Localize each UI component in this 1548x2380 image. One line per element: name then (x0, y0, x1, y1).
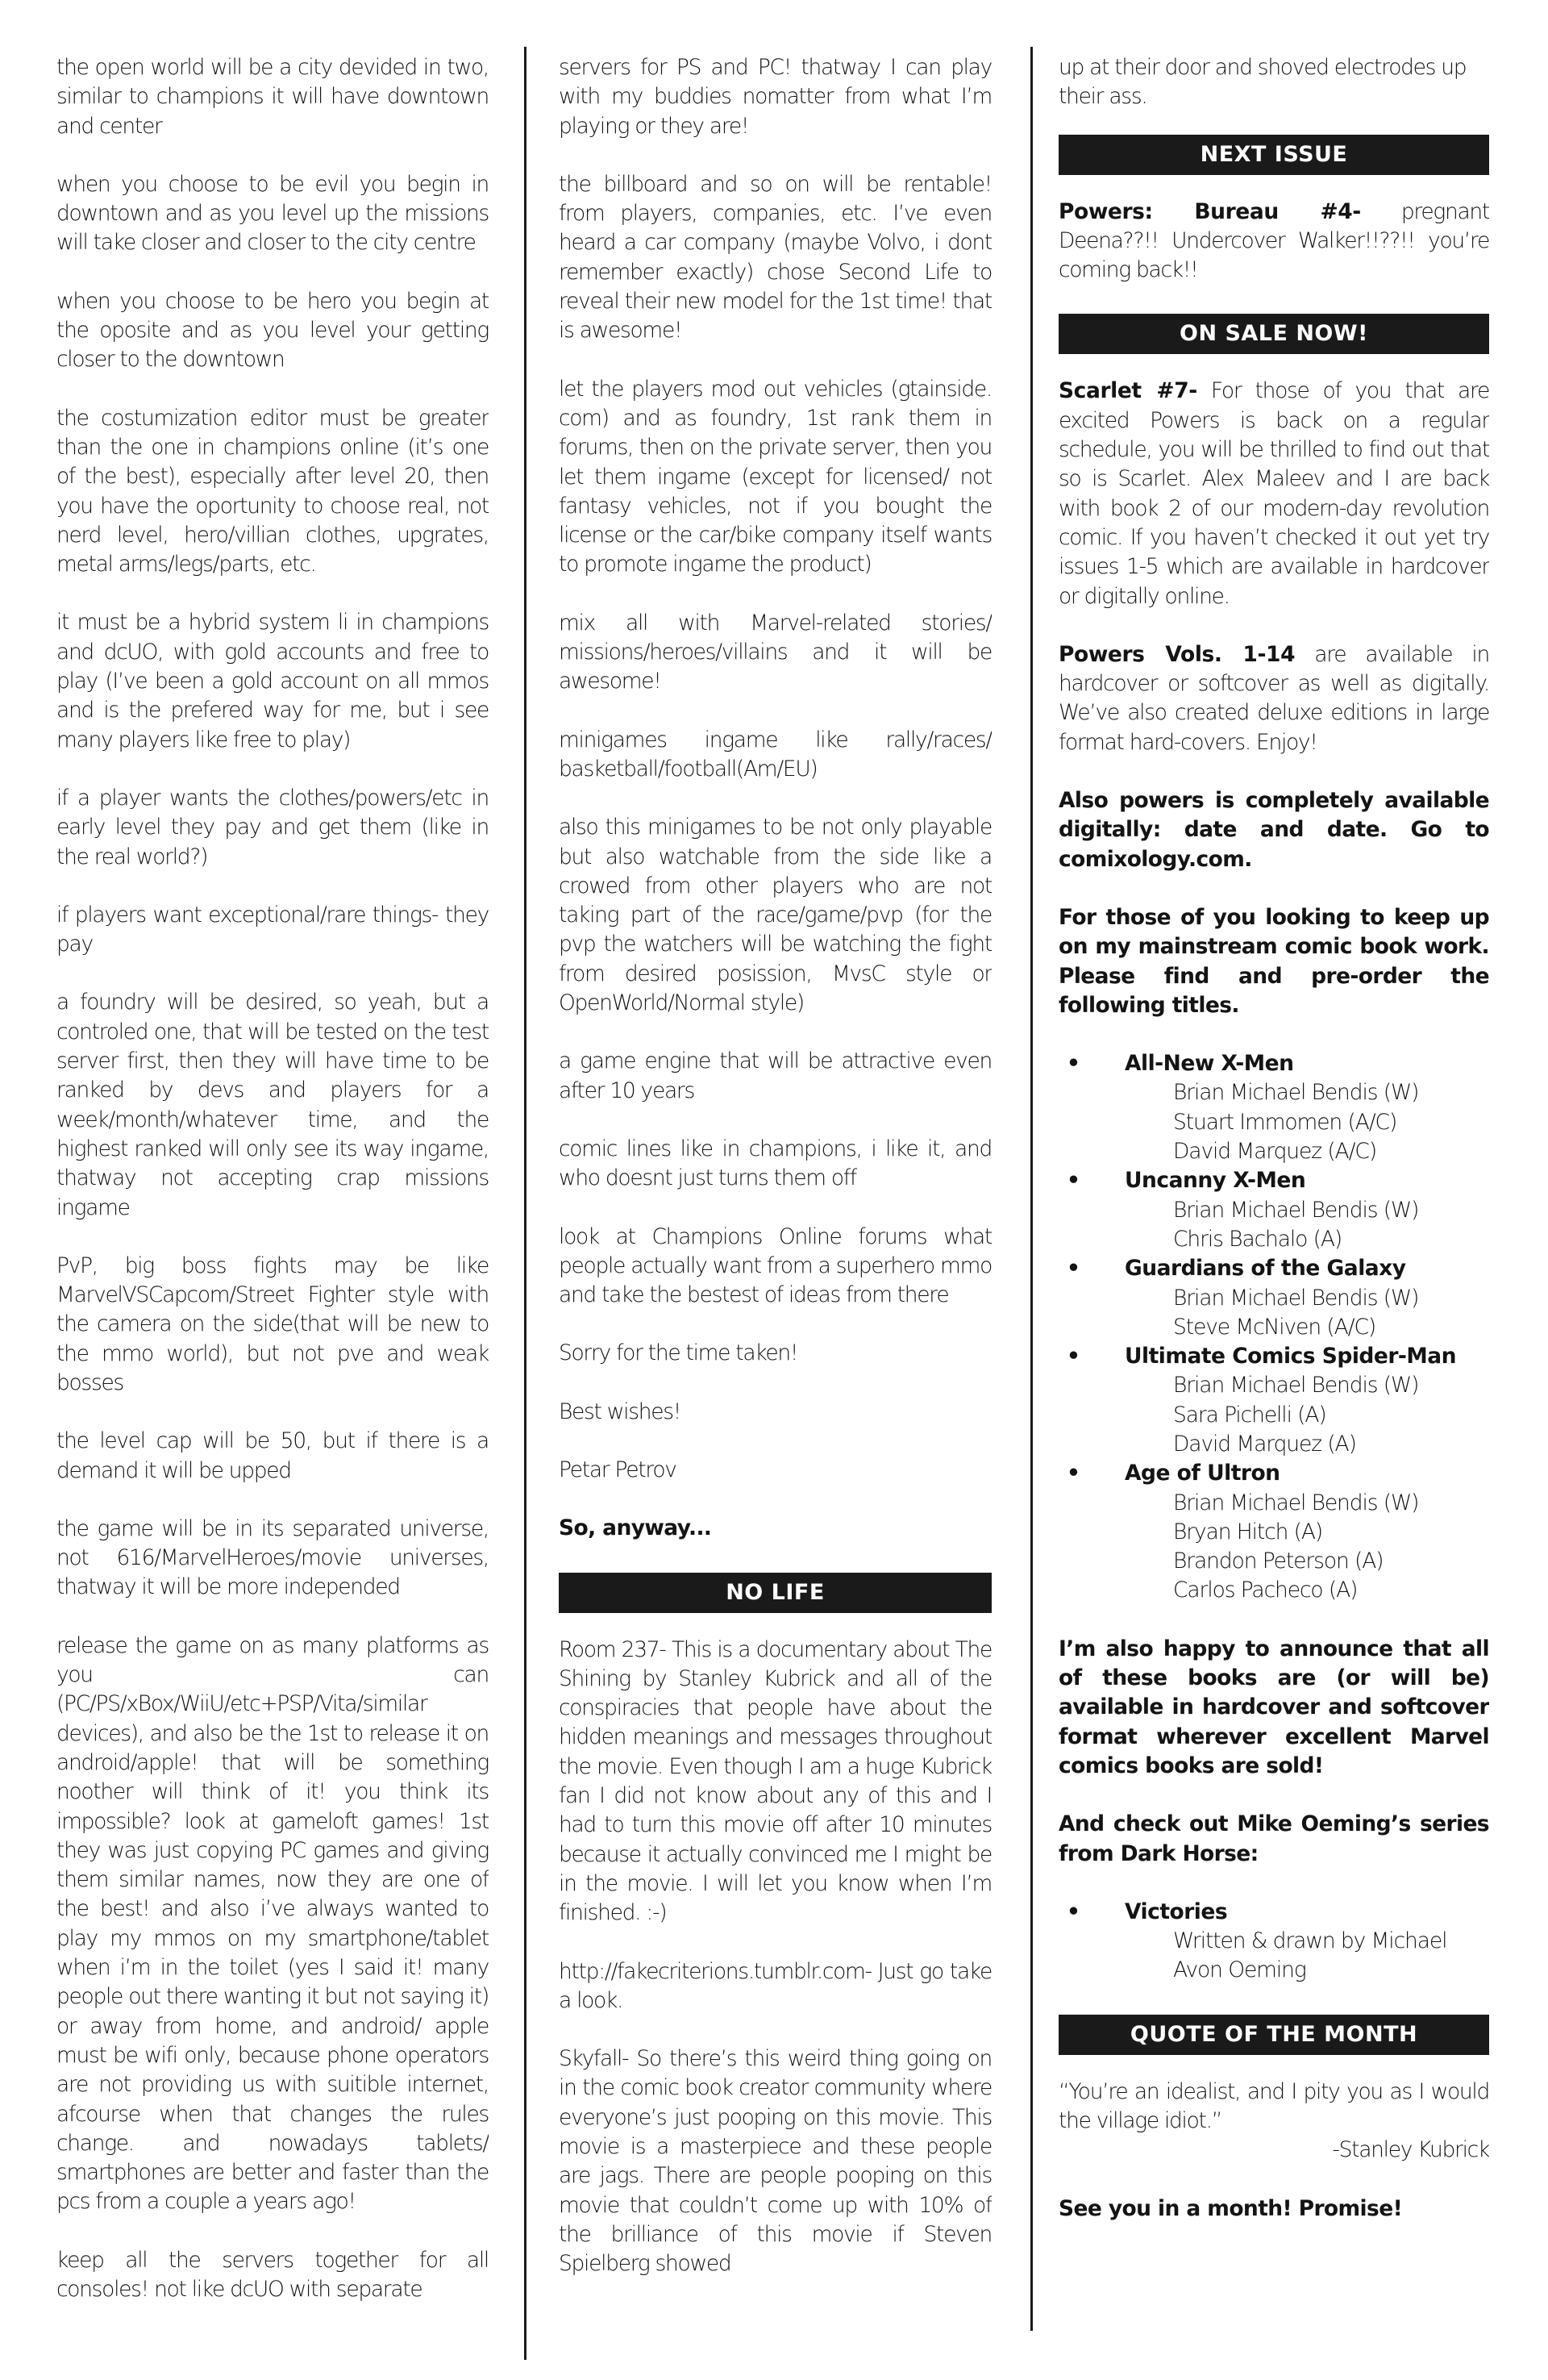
section-header-no-life: NO LIFE (559, 1573, 992, 1613)
letter-paragraph: if a player wants the clothes/powers/etc in early level they pay and get them (like in the real world?) (56, 785, 489, 869)
title-name: Ultimate Comics Spider-Man (1125, 1344, 1457, 1369)
letter-signature: Petar Petrov (559, 1457, 676, 1482)
letter-paragraph: look at Champions Online forums what people actually want from a superhero mmo and take the bestest of ideas from there (559, 1223, 992, 1308)
credit-line: Carlos Pacheco (A) (1173, 1578, 1358, 1603)
next-issue-title: Powers: Bureau #4- (1059, 198, 1361, 224)
letter-paragraph: PvP, big boss fights may be like MarvelVSCapcom/Street Fighter style with the camera on the side(that will be new to the mmo world), but not pve and weak bosses (56, 1253, 489, 1395)
letter-paragraph: release the game on as many platforms as you can (PC/PS/xBox/WiiU/etc+PSP/Vita/similar devices), and also be the 1st to release it on android/apple! that will be something noother will think of it! you think its impossible? look at gameloft games! 1st they was just copying PC games and giving them similar names, now they are one of the best! and also i’ve always wanted to play my mmos on my smartphone/tablet when i’m in the toilet (yes I said it! many people out there wanting it but not saying it) or away from home, and android/ apple must be wifi only, because phone operators are not providing us with suitible internet, afcourse when that changes the rules change. and nowadays tablets/ smartphones are better and faster than the pcs from a couple a years ago! (56, 1632, 489, 2215)
column-2 (559, 53, 992, 2356)
credit-line: Bryan Hitch (A) (1173, 1519, 1323, 1544)
list-item (1059, 1342, 1489, 1459)
scarlet-text: For those of you that are excited Powers is back on a regular schedule, you will be thrilled to find out that so is Scarlet. Alex Maleev and I are back with book 2 of our modern-day revolution comic. If you haven’t checked it out yet try issues 1-5 which are available in hardcover or digitally online. (1059, 378, 1489, 609)
list-item (1059, 1049, 1489, 1166)
letter-paragraph: Sorry for the time taken! (559, 1340, 798, 1366)
credit-line: Written & drawn by Michael (1173, 1928, 1447, 1954)
signoff: See you in a month! Promise! (1059, 2195, 1403, 2221)
letter-paragraph: the costumization editor must be greater than the one in champions online (it’s one of the best), especially after level 20, then you have the oportunity to choose real, not nerd level, hero/villian clothes, upgrates, metal arms/legs/parts, etc. (56, 405, 489, 577)
list-item (1059, 1898, 1489, 1986)
title-name: Age of Ultron (1125, 1461, 1280, 1486)
list-item (1059, 1254, 1489, 1342)
letter-paragraph: the game will be in its separated universe, not 616/MarvelHeroes/movie universes, thatway it will be more independed (56, 1515, 489, 1600)
letter-paragraph: keep all the servers together for all consoles! not like dcUO with separate (56, 2247, 489, 2302)
powers-vols-title: Powers Vols. 1-14 (1059, 641, 1296, 667)
credit-line: Stuart Immomen (A/C) (1173, 1109, 1397, 1135)
letter-paragraph: when you choose to be evil you begin in downtown and as you level up the missions will take closer and closer to the city centre (56, 171, 489, 256)
credit-line: Brian Michael Bendis (W) (1173, 1080, 1419, 1106)
credit-line: David Marquez (A) (1173, 1431, 1356, 1457)
column-3 (1059, 53, 1489, 2356)
letter-paragraph: when you choose to be hero you begin at the oposite and as you level your getting closer to the downtown (56, 288, 489, 373)
title-name: Victories (1125, 1899, 1228, 1924)
credit-line: Brian Michael Bendis (W) (1173, 1490, 1419, 1515)
letter-paragraph: it must be a hybrid system li in champions and dcUO, with gold accounts and free to play (I’ve been a gold account on all mmos and is the prefered way for me, but i see many players like free to play) (56, 610, 489, 752)
column-1 (56, 53, 489, 2356)
bullet: • (1067, 1344, 1080, 1369)
credit-line: Brian Michael Bendis (W) (1173, 1197, 1419, 1223)
section-header-next-issue: NEXT ISSUE (1059, 135, 1489, 175)
credit-line: Brian Michael Bendis (W) (1173, 1285, 1419, 1311)
letter-paragraph: if players want exceptional/rare things- they pay (56, 902, 489, 957)
oeming-list (1059, 1898, 1489, 1986)
letter-paragraph: the billboard and so on will be rentable! from players, companies, etc. I’ve even heard a car company (maybe Volvo, i dont remember exactly) chose Second Life to reveal their new model for the 1st time! that is awesome! (559, 171, 992, 344)
no-life-entry: Skyfall- So there’s this weird thing going on in the comic book creator community where everyone’s just pooping on this movie. This movie is a masterpiece and these people are jags. There are people pooping on this movie that couldn’t come up with 10% of the brilliance of this movie if Steven Spielberg showed (559, 2046, 992, 2277)
so-anyway-heading: So, anyway... (559, 1515, 712, 1541)
quote-text: “You’re an idealist, and I pity you as I would the village idiot.” (1059, 2078, 1489, 2134)
scarlet-blurb (1059, 377, 1489, 611)
letter-paragraph: mix all with Marvel-related stories/ missions/heroes/villains and it will be awesome! (559, 610, 992, 694)
oeming-note: And check out Mike Oeming’s series from Dark Horse: (1059, 1811, 1489, 1866)
letter-paragraph: servers for PS and PC! thatway I can play with my buddies nomatter from what I’m playing or they are! (559, 55, 992, 139)
title-name: Guardians of the Galaxy (1125, 1256, 1406, 1282)
letter-paragraph: the open world will be a city devided in two, similar to champions it will have downtown and center (56, 55, 489, 139)
credit-line: Sara Pichelli (A) (1173, 1402, 1326, 1428)
digital-note: Also powers is completely available digitally: date and date. Go to comixology.com. (1059, 788, 1489, 872)
no-life-entry: http://fakecriterions.tumblr.com- Just go take a look. (559, 1958, 992, 2013)
section-header-on-sale-now: ON SALE NOW! (1059, 314, 1489, 354)
letter-paragraph: comic lines like in champions, i like it, and who doesnt just turns them off (559, 1136, 992, 1191)
credit-line: Chris Bachalo (A) (1173, 1226, 1342, 1252)
title-name: Uncanny X-Men (1125, 1168, 1306, 1194)
credit-line: Steve McNiven (A/C) (1173, 1314, 1376, 1340)
credit-line: Brian Michael Bendis (W) (1173, 1373, 1419, 1398)
section-header-quote-of-the-month: QUOTE OF THE MONTH (1059, 2015, 1489, 2055)
column-rule-right (1030, 47, 1033, 2331)
powers-vols-text: are available in hardcover or softcover as well as digitally. We’ve also created deluxe editions in large format hard-covers. Enjoy! (1059, 641, 1489, 755)
next-issue-text: pregnant Deena??!! Undercover Walker!!??!! you’re coming back!! (1059, 198, 1489, 283)
letter-paragraph: minigames ingame like rally/races/ basketball/football(Am/EU) (559, 727, 992, 782)
scarlet-title: Scarlet #7- (1059, 378, 1197, 404)
letter-paragraph: the level cap will be 50, but if there is a demand it will be upped (56, 1428, 489, 1483)
letter-paragraph: a game engine that will be attractive even after 10 years (559, 1048, 992, 1103)
bullet: • (1067, 1461, 1080, 1486)
letter-paragraph: a foundry will be desired, so yeah, but a controled one, that will be tested on the test server first, then they will have time to be ranked by devs and players for a week/month/whatever time, and the highest ranked will only see its way ingame, thatway not accepting crap missions ingame (56, 990, 489, 1220)
quote-author: -Stanley Kubrick (1332, 2137, 1489, 2163)
title-name: All-New X-Men (1125, 1051, 1294, 1077)
powers-vols-blurb (1059, 640, 1489, 757)
letter-paragraph: Best wishes! (559, 1398, 681, 1424)
continued-text: up at their door and shoved electrodes up their ass. (1059, 55, 1467, 110)
announce-note: I’m also happy to announce that all of these books are (or will be) available in hardcover and softcover format wherever excellent Marvel comics books are sold! (1059, 1636, 1489, 1778)
list-item (1059, 1166, 1489, 1254)
bullet: • (1067, 1168, 1080, 1194)
title-list (1059, 1049, 1489, 1606)
bullet: • (1067, 1051, 1080, 1077)
credit-line: Avon Oeming (1173, 1957, 1306, 1983)
mainstream-note: For those of you looking to keep up on my mainstream comic book work. Please find and pre-order the following titles. (1059, 904, 1489, 1018)
next-issue-blurb (1059, 198, 1489, 286)
bullet: • (1067, 1899, 1080, 1924)
no-life-entry: Room 237- This is a documentary about The Shining by Stanley Kubrick and all of the conspiracies that people have about the hidden meanings and messages throughout the movie. Even though I am a huge Kubrick fan I did not know about any of this and I had to turn this movie off after 10 minutes because it actually convinced me I might be in the movie. I will let you know when I’m finished. :-) (559, 1636, 992, 1926)
column-rule-left (524, 47, 526, 2360)
letter-paragraph: also this minigames to be not only playable but also watchable from the side like a crowed from other players who are not taking part of the race/game/pvp (for the pvp the watchers will be watching the fight from desired posission, MvsC style or OpenWorld/Normal style) (559, 815, 992, 1016)
letter-paragraph: let the players mod out vehicles (gtainside. com) and as foundry, 1st rank them in forums, then on the private server, then you let them ingame (except for licensed/ not fantasy vehicles, not if you bought the license or the car/bike company itself wants to promote ingame the product) (559, 376, 992, 577)
credit-line: David Marquez (A/C) (1173, 1139, 1377, 1165)
credit-line: Brandon Peterson (A) (1173, 1548, 1384, 1574)
list-item (1059, 1459, 1489, 1605)
bullet: • (1067, 1256, 1080, 1282)
